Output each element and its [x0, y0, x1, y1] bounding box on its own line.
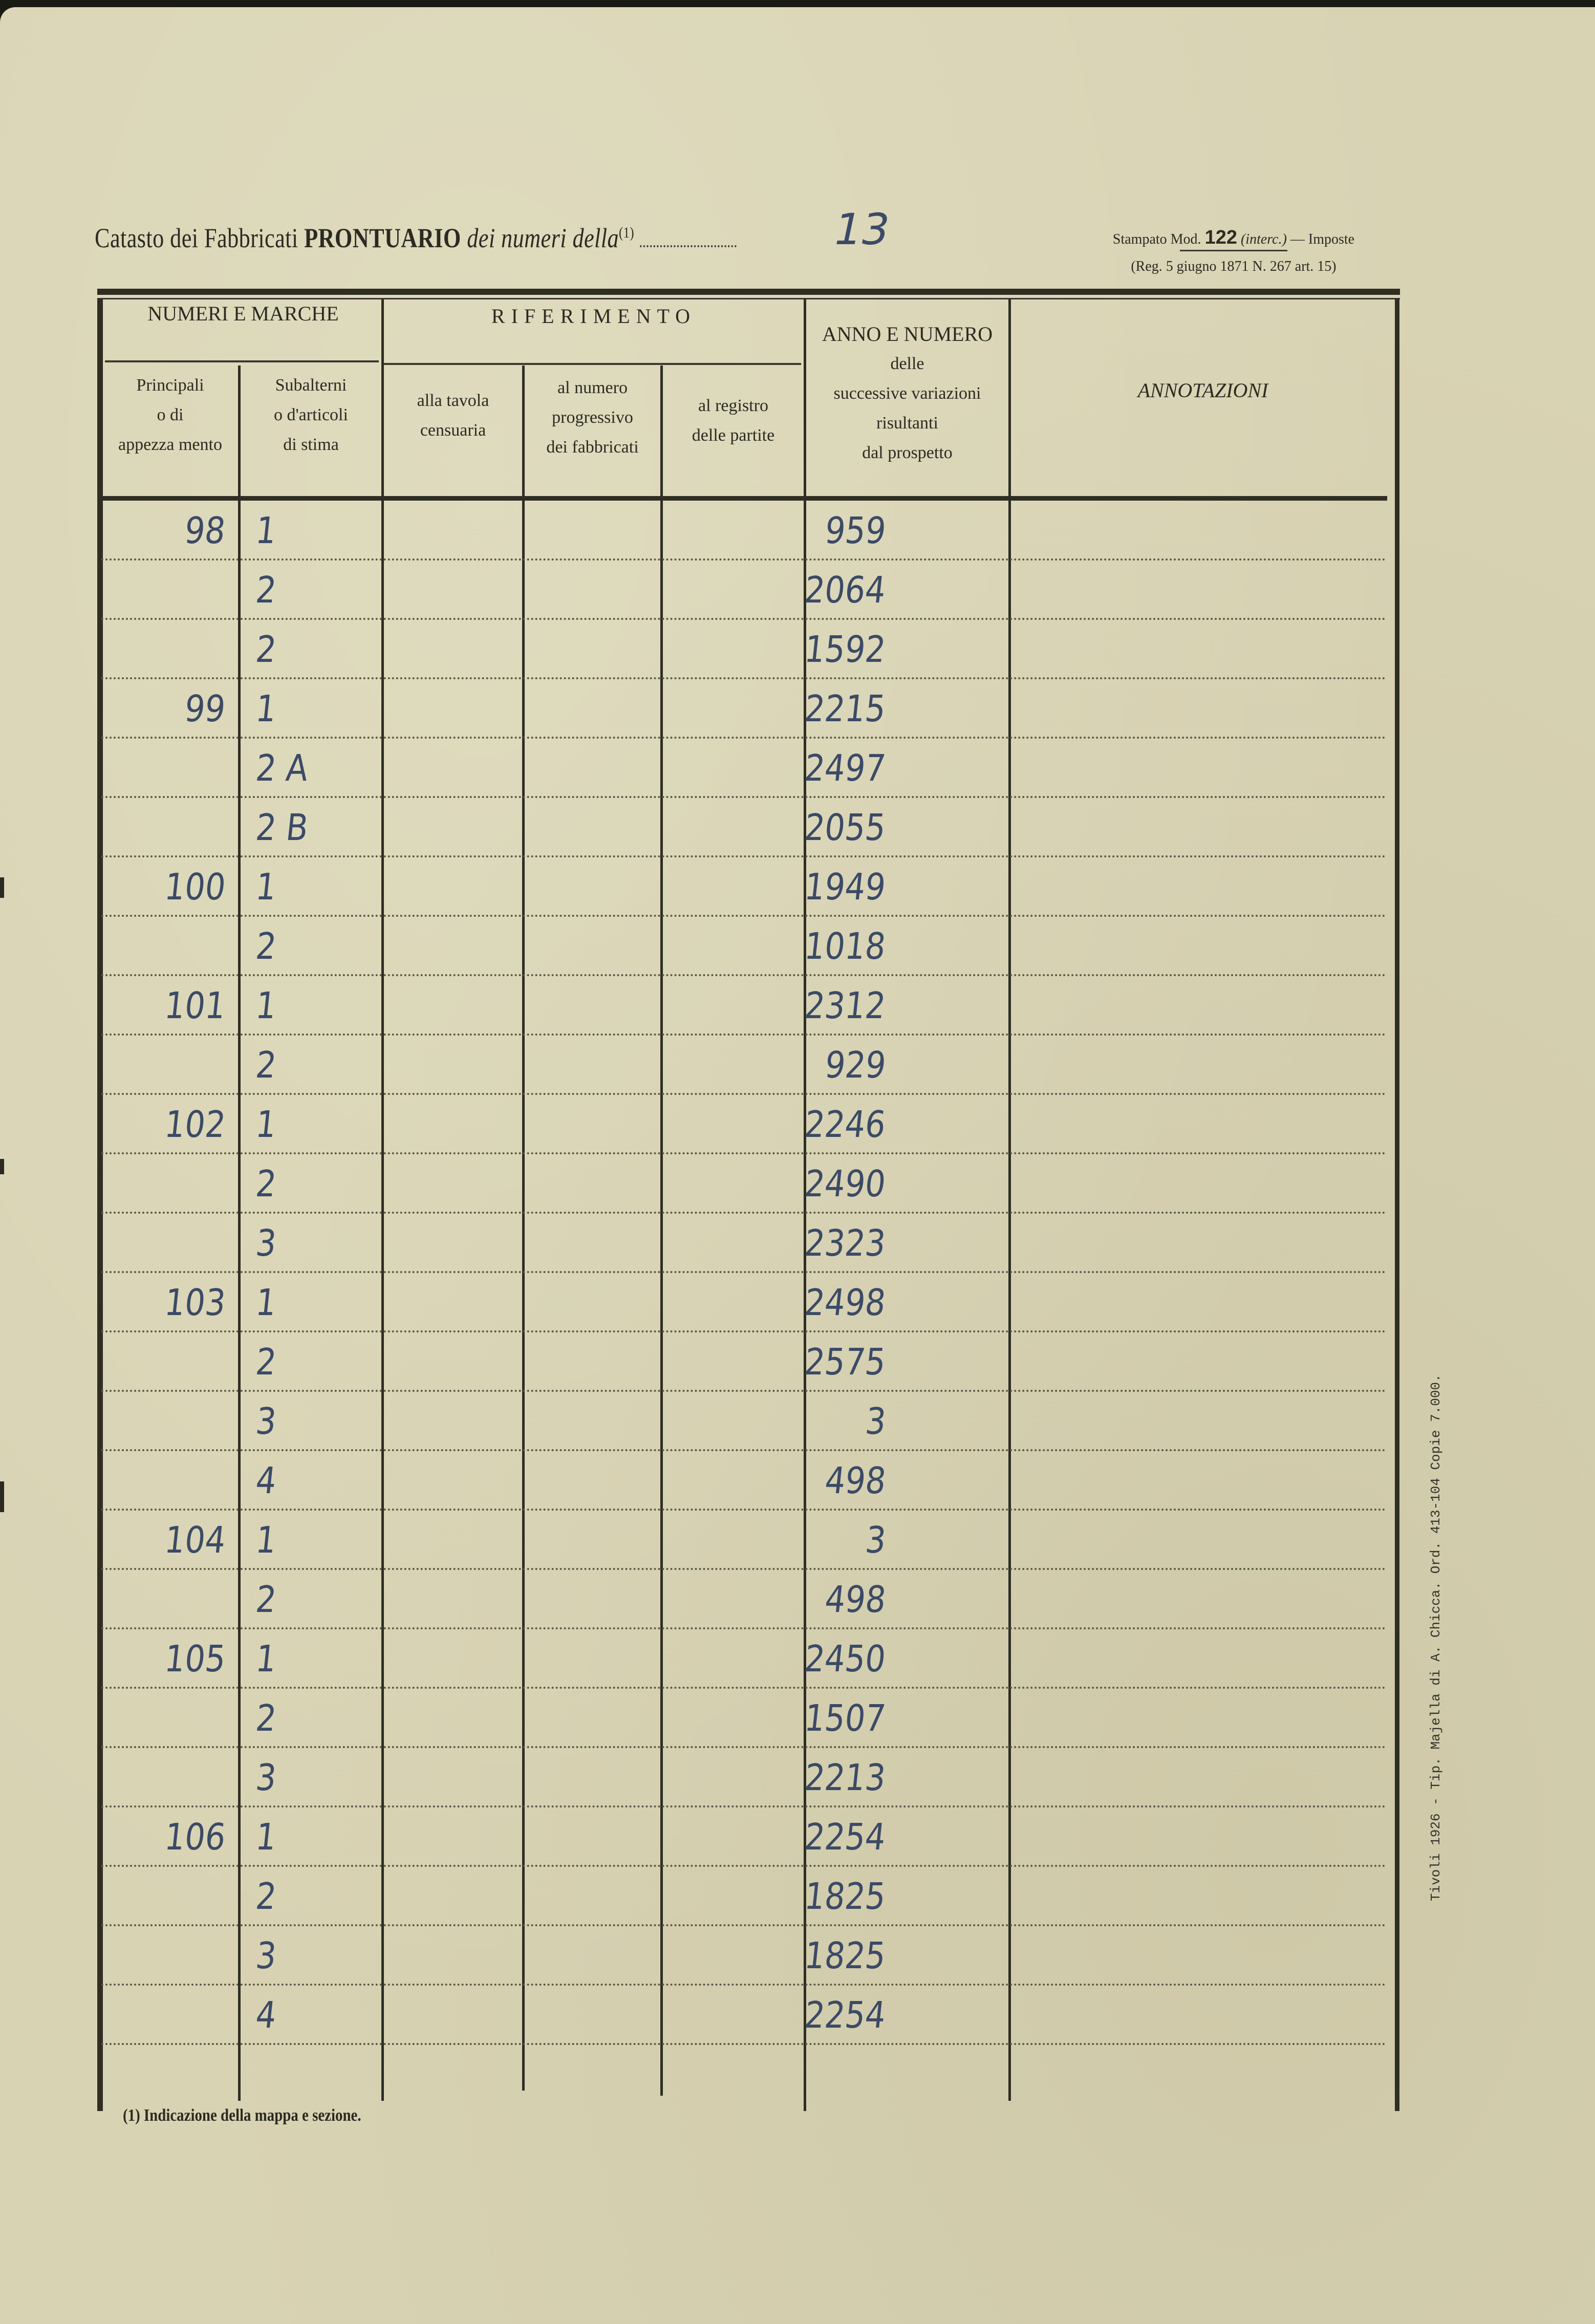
cell-principale	[102, 561, 225, 620]
cell-subalterno	[253, 1748, 374, 1807]
cell-registro-text: 1507	[802, 1696, 888, 1740]
cell-principale	[102, 798, 225, 857]
footnote-ref: (1)	[619, 224, 634, 241]
cell-principale	[102, 1748, 225, 1807]
cell-subalterno	[253, 1332, 374, 1392]
header-subalterni-l1: Subalterni	[275, 376, 347, 395]
cell-subalterno-text: 1	[253, 865, 278, 909]
printed-model-info	[1080, 222, 1387, 282]
cell-registro	[665, 1867, 886, 1926]
header-progressivo-l1: al numero	[557, 378, 628, 397]
cell-registro	[665, 1926, 886, 1986]
document-page	[0, 7, 1595, 2324]
cell-registro-text: 498	[823, 1578, 888, 1621]
cell-registro-text: 959	[823, 509, 888, 552]
header-annotazioni: ANNOTAZIONI	[1137, 379, 1268, 402]
cell-registro-text: 2575	[802, 1340, 888, 1384]
cell-registro	[665, 501, 886, 561]
printer-imprint: Tivoli 1926 - Tip. Majella di A. Chicca. Ord. 413-104 Copie 7.000.	[1428, 1374, 1443, 1901]
margin-mark	[0, 877, 4, 898]
cell-principale-text: 100	[162, 865, 228, 909]
cell-subalterno	[253, 501, 374, 561]
cell-registro-text: 2323	[802, 1221, 888, 1265]
cell-registro	[665, 798, 886, 857]
sheet-number-field	[640, 225, 737, 247]
cell-registro	[665, 976, 886, 1036]
cell-principale	[102, 679, 228, 739]
cell-registro	[665, 857, 886, 917]
cell-subalterno	[253, 1689, 374, 1748]
title-italic: dei numeri della	[467, 223, 619, 253]
cell-subalterno-text: 2	[253, 1578, 278, 1621]
cell-principale	[102, 1867, 225, 1926]
cell-registro-text: 1592	[802, 628, 888, 671]
cell-registro-text: 2312	[802, 984, 888, 1027]
cell-registro-text: 2450	[802, 1637, 888, 1681]
cell-subalterno-text: 2	[253, 1043, 278, 1087]
cell-subalterno-text: 4	[253, 1459, 278, 1502]
cell-subalterno-text: 1	[253, 687, 278, 730]
cell-registro	[665, 739, 886, 798]
cell-subalterno-text: 3	[253, 1400, 278, 1443]
cell-registro-text: 2246	[802, 1103, 888, 1146]
row-divider	[101, 2043, 1386, 2045]
cell-principale	[102, 1154, 225, 1214]
header-principali	[102, 371, 238, 460]
cell-principale-text: 102	[162, 1103, 228, 1146]
cell-subalterno	[253, 739, 374, 798]
cell-subalterno-text: 2 A	[253, 746, 311, 790]
cell-registro	[665, 1214, 886, 1273]
header-anno-l2: delle	[890, 354, 924, 373]
cell-subalterno	[253, 857, 374, 917]
cell-principale-text: 105	[162, 1637, 228, 1681]
cell-subalterno-text: 1	[253, 1103, 278, 1146]
col-divider-2	[381, 299, 384, 2101]
header-anno-l5: dal prospetto	[862, 443, 953, 462]
cell-subalterno	[253, 1926, 374, 1986]
cell-principale	[102, 1807, 228, 1867]
printed-italic: (interc.)	[1240, 231, 1287, 247]
cell-registro-text: 2055	[802, 806, 888, 849]
header-registro-l2: delle partite	[692, 426, 775, 445]
cell-subalterno-text: 2	[253, 568, 278, 612]
model-number: 122	[1204, 227, 1237, 248]
cell-principale	[102, 1392, 225, 1451]
cell-registro-text: 498	[823, 1459, 888, 1502]
cell-subalterno-text: 2	[253, 1875, 278, 1918]
cell-registro-text: 3	[863, 1400, 888, 1443]
header-subalterni-l2: o d'articoli	[274, 405, 348, 424]
cell-registro	[665, 1273, 886, 1332]
cell-subalterno-text: 3	[253, 1756, 278, 1799]
cell-principale	[102, 1273, 228, 1332]
header-tavola-l1: alla tavola	[417, 391, 489, 410]
cell-subalterno-text: 2	[253, 1340, 278, 1384]
table-right-border	[1395, 299, 1399, 2111]
cell-subalterno	[253, 1867, 374, 1926]
printed-line-2: (Reg. 5 giugno 1871 N. 267 art. 15)	[1131, 259, 1337, 274]
header-numeri-e-marche: NUMERI E MARCHE	[147, 302, 339, 325]
header-tavola	[384, 386, 522, 445]
cell-subalterno-text: 1	[253, 1281, 278, 1324]
cell-registro-text: 2490	[802, 1162, 888, 1206]
cell-principale-text: 103	[162, 1281, 228, 1324]
cell-subalterno-text: 4	[253, 1993, 278, 2037]
cell-subalterno-text: 3	[253, 1221, 278, 1265]
cell-subalterno	[253, 1036, 374, 1095]
header-principali-l3: appezza mento	[118, 435, 222, 454]
cell-registro-text: 2498	[802, 1281, 888, 1324]
cell-principale	[102, 1570, 225, 1629]
cell-principale	[102, 1926, 225, 1986]
cell-principale	[102, 1511, 228, 1570]
title-regular: Catasto dei Fabbricati	[95, 223, 298, 253]
header-anno-l1: ANNO E NUMERO	[822, 322, 993, 346]
cell-subalterno	[253, 1392, 374, 1451]
group-subrule-numeri	[105, 360, 379, 362]
cell-principale	[102, 1095, 228, 1154]
cell-subalterno-text: 1	[253, 984, 278, 1027]
cell-subalterno-text: 2	[253, 1696, 278, 1740]
sheet-number: 13	[829, 204, 895, 254]
header-progressivo-l2: progressivo	[552, 408, 633, 427]
cell-registro	[665, 917, 886, 976]
cell-subalterno-text: 1	[253, 1518, 278, 1562]
cell-subalterno	[253, 1570, 374, 1629]
cell-subalterno	[253, 976, 374, 1036]
cell-registro	[665, 1570, 886, 1629]
cell-registro-text: 1825	[802, 1934, 888, 1977]
header-progressivo-l3: dei fabbricati	[546, 438, 639, 457]
cell-subalterno	[253, 1095, 374, 1154]
cell-principale	[102, 1689, 225, 1748]
cell-registro	[665, 1807, 886, 1867]
cell-principale	[102, 1986, 225, 2045]
cell-registro-text: 3	[863, 1518, 888, 1562]
cell-subalterno	[253, 1629, 374, 1689]
col-divider-1	[238, 365, 241, 2101]
prontuario-table	[97, 289, 1400, 2111]
cell-subalterno	[253, 1511, 374, 1570]
cell-registro	[665, 1154, 886, 1214]
cell-registro-text: 2254	[802, 1815, 888, 1859]
cell-registro	[665, 561, 886, 620]
cell-registro	[665, 1332, 886, 1392]
cell-principale	[102, 976, 228, 1036]
cell-principale	[102, 739, 225, 798]
cell-subalterno	[253, 798, 374, 857]
cell-registro-text: 2497	[802, 746, 888, 790]
header-registro-l1: al registro	[698, 396, 768, 415]
printed-pre: Stampato Mod.	[1112, 231, 1201, 247]
header-anno-l4: risultanti	[876, 414, 938, 433]
cell-subalterno-text: 1	[253, 509, 278, 552]
cell-principale	[102, 917, 225, 976]
col-divider-6	[1008, 299, 1011, 2101]
header-subalterni-l3: di stima	[283, 435, 339, 454]
cell-principale	[102, 1036, 225, 1095]
cell-registro-text: 2213	[802, 1756, 888, 1799]
cell-registro	[665, 1748, 886, 1807]
cell-principale	[102, 1451, 225, 1511]
header-tavola-l2: censuaria	[420, 421, 486, 440]
cell-principale	[102, 857, 228, 917]
cell-subalterno-text: 2	[253, 924, 278, 968]
cell-subalterno	[253, 679, 374, 739]
cell-subalterno	[253, 1451, 374, 1511]
cell-subalterno-text: 2 B	[253, 806, 311, 849]
cell-subalterno	[253, 1807, 374, 1867]
cell-registro	[665, 1511, 886, 1570]
cell-registro	[665, 1629, 886, 1689]
cell-principale-text: 104	[162, 1518, 228, 1562]
cell-subalterno	[253, 1154, 374, 1214]
cell-registro-text: 1949	[802, 865, 888, 909]
cell-registro	[665, 1451, 886, 1511]
cell-subalterno	[253, 917, 374, 976]
cell-principale-text: 101	[162, 984, 228, 1027]
cell-registro-text: 2254	[802, 1993, 888, 2037]
cell-registro	[665, 1689, 886, 1748]
cell-subalterno	[253, 1986, 374, 2045]
header-subalterni	[241, 371, 381, 460]
cell-subalterno	[253, 561, 374, 620]
cell-principale	[102, 620, 225, 679]
cell-subalterno-text: 2	[253, 628, 278, 671]
title-bold: PRONTUARIO	[304, 223, 461, 253]
cell-registro	[665, 1095, 886, 1154]
cell-registro-text: 929	[823, 1043, 888, 1087]
cell-registro-text: 2215	[802, 687, 888, 730]
cell-principale	[102, 1332, 225, 1392]
header-principali-l1: Principali	[136, 376, 204, 395]
cell-subalterno-text: 1	[253, 1815, 278, 1859]
cell-principale-text: 98	[182, 509, 228, 552]
cell-principale	[102, 1214, 225, 1273]
cell-subalterno-text: 2	[253, 1162, 278, 1206]
header-registro	[663, 391, 804, 450]
table-top-rule	[97, 289, 1400, 295]
header-anno-l3: successive variazioni	[833, 384, 981, 403]
cell-registro	[665, 1392, 886, 1451]
printed-line-1	[1080, 222, 1387, 255]
cell-subalterno	[253, 1273, 374, 1332]
cell-registro-text: 1018	[802, 924, 888, 968]
cell-registro	[665, 1036, 886, 1095]
cell-principale	[102, 501, 228, 561]
margin-mark	[0, 1159, 4, 1174]
margin-mark	[0, 1481, 4, 1512]
cell-subalterno-text: 1	[253, 1637, 278, 1681]
header-bottom-rule	[97, 496, 1387, 501]
col-divider-3	[522, 365, 525, 2091]
cell-principale-text: 106	[162, 1815, 228, 1859]
cell-subalterno-text: 3	[253, 1934, 278, 1977]
cell-subalterno	[253, 1214, 374, 1273]
cell-registro	[665, 1986, 886, 2045]
cell-principale	[102, 1629, 228, 1689]
cell-registro-text: 2064	[802, 568, 888, 612]
footnote: (1) Indicazione della mappa e sezione.	[123, 2106, 361, 2125]
cell-principale-text: 99	[182, 687, 228, 730]
cell-registro	[665, 679, 886, 739]
cell-subalterno	[253, 620, 374, 679]
printed-post: — Imposte	[1290, 231, 1355, 247]
header-riferimento: RIFERIMENTO	[491, 305, 697, 328]
header-anno-numero	[806, 319, 1008, 468]
header-numero-progressivo	[525, 373, 660, 462]
group-subrule-riferimento	[384, 363, 801, 365]
cell-registro	[665, 620, 886, 679]
form-title	[95, 222, 737, 254]
cell-registro-text: 1825	[802, 1875, 888, 1918]
header-principali-l2: o di	[157, 405, 184, 424]
col-divider-4	[660, 365, 663, 2096]
